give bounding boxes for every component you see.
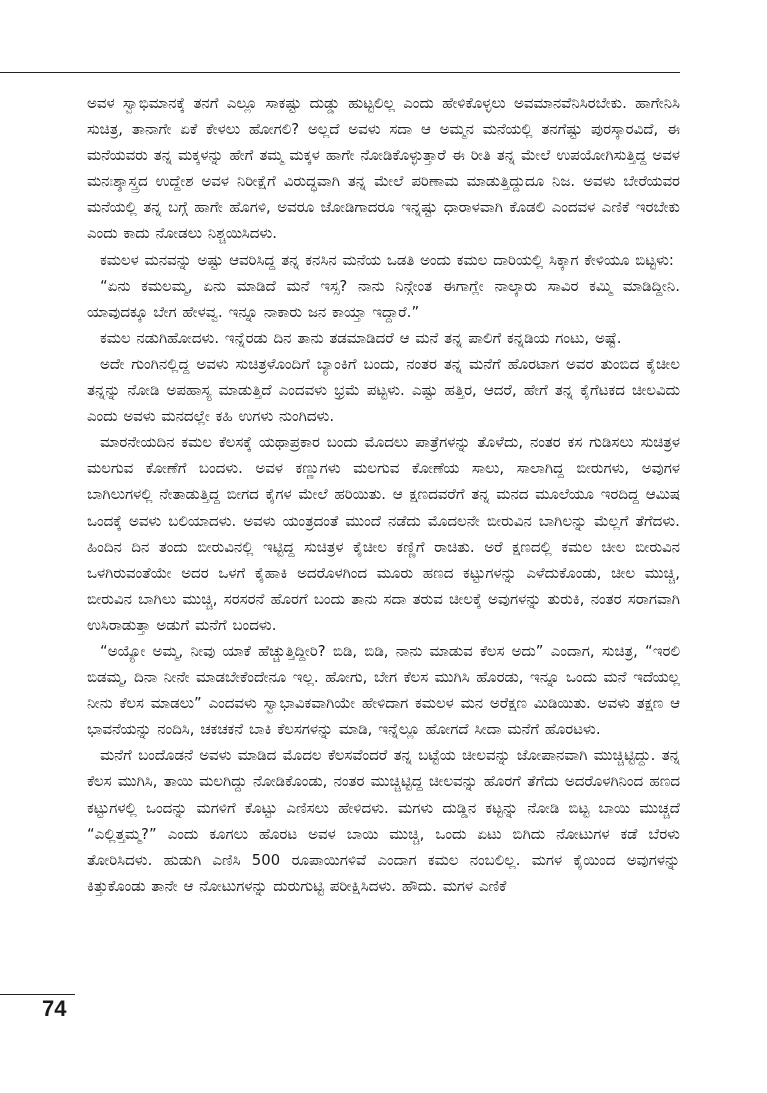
- paragraph-2: ಕಮಲಳ ಮನವನ್ನು ಅಷ್ಟು ಆವರಿಸಿದ್ದ ತನ್ನ ಕನಸಿನ ಮನೆಯ ಒಡತಿ ಅಂದು ಕಮಲ ದಾರಿಯಲ್ಲಿ ಸಿಕ್ಕಾಗ ಕೇಳಿಯೂ ಬಿಟ್ಟಳು:: [100, 251, 674, 269]
- paragraph-4: ಕಮಲ ನಡುಗಿಹೋದಳು. ಇನ್ನೆರಡು ದಿನ ತಾನು ತಡಮಾಡಿದರೆ ಆ ಮನೆ ತನ್ನ ಪಾಲಿಗೆ ಕನ್ನಡಿಯ ಗಂಟು, ಅಷ್ಟೆ.: [100, 329, 622, 347]
- paragraph-3: “ಏನು ಕಮಲಮ್ಮ, ಏನು ಮಾಡಿದೆ ಮನೆ ಇಸ್ಸ? ನಾನು ನಿನ್ಗೇಂತ ಈಗಾಗ್ಲೇ ನಾಲ್ಕಾರು ಸಾವಿರ ಕಮ್ಮಿ ಮಾಡಿದ್ದೀನಿ. ಯಾವುದಕ್ಕೂ ಬೇಗ ಹೇಳವ್ವ. ಇನ್ನೂ ನಾಕಾರು ಜನ ಕಾಯ್ತಾ ಇದ್ದಾರೆ.”: [87, 277, 680, 321]
- paragraph-7: “ಅಯ್ಯೋ ಅಮ್ಮ, ನೀವು ಯಾಕೆ ಹೆಚ್ಚುತ್ತಿದ್ದೀರಿ? ಬಿಡಿ, ಬಿಡಿ, ನಾನು ಮಾಡುವ ಕೆಲಸ ಅದು” ಎಂದಾಗ, ಸುಚಿತ್ರ, “ಇರಲಿ ಬಿಡಮ್ಮ, ದಿನಾ ನೀನೇ ಮಾಡಬೇಕೆಂದೇನೂ ಇಲ್ಲ. ಹೋಗು, ಬೇಗ ಕೆಲಸ ಮುಗಿಸಿ ಹೊರಡು, ಇನ್ನೂ ಒಂದು ಮನೆ ಇದೆಯಲ್ಲ ನೀನು ಕೆಲಸ ಮಾಡಲು” ಎಂದವಳು ಸ್ವಾಭಾವಿಕವಾಗಿಯೇ ಹೇಳಿದಾಗ ಕಮಲಳ ಮನ ಅರೆಕ್ಷಣ ಮಿಡಿಯಿತು. ಅವಳು ತಕ್ಷಣ ಆ ಭಾವನೆಯನ್ನು ನಂದಿಸಿ, ಚಕಚಕನೆ ಬಾಕಿ ಕೆಲಸಗಳನ್ನು ಮಾಡಿ, ಇನ್ನೆಲ್ಲೂ ಹೋಗದೆ ಸೀದಾ ಮನೆಗೆ ಹೊರಟಳು.: [87, 642, 680, 739]
- paragraph-5: ಅದೇ ಗುಂಗಿನಲ್ಲಿದ್ದ ಅವಳು ಸುಚಿತ್ರಳೊಂದಿಗೆ ಬ್ಯಾಂಕಿಗೆ ಬಂದು, ನಂತರ ತನ್ನ ಮನೆಗೆ ಹೊರಟಾಗ ಅವರ ತುಂಬಿದ ಕೈಚೀಲ ತನ್ನನ್ನು ನೋಡಿ ಅಪಹಾಸ್ಯ ಮಾಡುತ್ತಿದೆ ಎಂದವಳು ಭ್ರಮೆ ಪಟ್ಟಳು. ಎಷ್ಟು ಹತ್ತಿರ, ಆದರೆ, ಹೇಗೆ ತನ್ನ ಕೈಗೆಟಕದ ಚೀಲವಿದು ಎಂದು ಅವಳು ಮನದಲ್ಲೇ ಕಹಿ ಉಗಳು ನುಂಗಿದಳು.: [87, 355, 680, 426]
- bottom-rule: [0, 994, 75, 995]
- top-rule: [0, 72, 680, 73]
- paragraph-1: ಅವಳ ಸ್ವಾಭಿಮಾನಕ್ಕೆ ತನಗೆ ಎಲ್ಲೂ ಸಾಕಷ್ಟು ದುಡ್ಡು ಹುಟ್ಟಲಿಲ್ಲ ಎಂದು ಹೇಳಿಕೊಳ್ಳಲು ಅವಮಾನವೆನಿಸಿರಬೇಕು. ಹಾಗೇನಿಸಿ ಸುಚಿತ್ರ, ತಾನಾಗೇ ಏಕೆ ಕೇಳಲು ಹೋಗಲಿ? ಅಲ್ಲದೆ ಅವಳು ಸದಾ ಆ ಅಮ್ಮನ ಮನೆಯಲ್ಲಿ ತನಗೆಷ್ಟು ಪುರಸ್ಕಾರವಿದೆ, ಈ ಮನೆಯವರು ತನ್ನ ಮಕ್ಕಳನ್ನು ಹೇಗೆ ತಮ್ಮ ಮಕ್ಕಳ ಹಾಗೇ ನೋಡಿಕೊಳ್ಳುತ್ತಾರೆ ಈ ರೀತಿ ತನ್ನ ಮೇಲೆ ಉಪಯೋಗಿಸುತ್ತಿದ್ದ ಅವಳ ಮನಃಶ್ಶಾಸ್ತ್ರದ ಉದ್ದೇಶ ಅವಳ ನಿರೀಕ್ಷೆಗೆ ವಿರುದ್ಧವಾಗಿ ತನ್ನ ಮೇಲೆ ಪರಿಣಾಮ ಮಾಡುತ್ತಿದ್ದುದೂ ನಿಜ. ಅವಳು ಬೇರೆಯವರ ಮನೆಯಲ್ಲಿ ತನ್ನ ಬಗ್ಗೆ ಹಾಗೇ ಹೊಗಳಿ, ಅವರೂ ಜೋಡಿಗಾದರೂ ಇನ್ನಷ್ಟು ಧಾರಾಳವಾಗಿ ಕೊಡಲಿ ಎಂದವಳ ಎಣಿಕೆ ಇರಬೇಕು ಎಂದು ಕಾದು ನೋಡಲು ನಿಶ್ಚಯಿಸಿದಳು.: [87, 95, 680, 243]
- body-text: [87, 91, 680, 900]
- page-number: 74: [42, 996, 67, 1021]
- paragraph-8: ಮನೆಗೆ ಬಂದೊಡನೆ ಅವಳು ಮಾಡಿದ ಮೊದಲ ಕೆಲಸವೆಂದರೆ ತನ್ನ ಬಟ್ಟೆಯ ಚೀಲವನ್ನು ಜೋಪಾನವಾಗಿ ಮುಚ್ಚಿಟ್ಟಿದ್ದು. ತನ್ನ ಕೆಲಸ ಮುಗಿಸಿ, ತಾಯಿ ಮಲಗಿದ್ದು ನೋಡಿಕೊಂಡು, ನಂತರ ಮುಚ್ಚಿಟ್ಟಿದ್ದ ಚೀಲವನ್ನು ಹೊರಗೆ ತೆಗೆದು ಅದರೊಳಗಿನಿಂದ ಹಣದ ಕಟ್ಟುಗಳಲ್ಲಿ ಒಂದನ್ನು ಮಗಳಿಗೆ ಕೊಟ್ಟು ಎಣಿಸಲು ಹೇಳಿದಳು. ಮಗಳು ದುಡ್ಡಿನ ಕಟ್ಟನ್ನು ನೋಡಿ ಬಿಟ್ಟ ಬಾಯಿ ಮುಚ್ಚದೆ “ಎಲ್ಲಿತ್ತಮ್ಮ?” ಎಂದು ಕೂಗಲು ಹೊರಟ ಅವಳ ಬಾಯಿ ಮುಚ್ಚಿ, ಒಂದು ಏಟು ಬಿಗಿದು ನೋಟುಗಳ ಕಡೆ ಬೆರಳು ತೋರಿಸಿದಳು. ಹುಡುಗಿ ಎಣಿಸಿ 500 ರೂಪಾಯಿಗಳಿವೆ ಎಂದಾಗ ಕಮಲ ನಂಬಲಿಲ್ಲ. ಮಗಳ ಕೈಯಿಂದ ಅವುಗಳನ್ನು ಕಿತ್ತುಕೊಂಡು ತಾನೇ ಆ ನೋಟುಗಳನ್ನು ದುರುಗುಟ್ಟಿ ಪರೀಕ್ಷಿಸಿದಳು. ಹೌದು. ಮಗಳ ಎಣಿಕೆ: [87, 747, 680, 895]
- paragraph-6: ಮಾರನೇಯದಿನ ಕಮಲ ಕೆಲಸಕ್ಕೆ ಯಥಾಪ್ರಕಾರ ಬಂದು ಮೊದಲು ಪಾತ್ರೆಗಳನ್ನು ತೊಳೆದು, ನಂತರ ಕಸ ಗುಡಿಸಲು ಸುಚಿತ್ರಳ ಮಲಗುವ ಕೋಣೆಗೆ ಬಂದಳು. ಅವಳ ಕಣ್ಣುಗಳು ಮಲಗುವ ಕೋಣೆಯ ಸಾಲು, ಸಾಲಾಗಿದ್ದ ಬೀರುಗಳು, ಅವುಗಳ ಬಾಗಿಲುಗಳಲ್ಲಿ ನೇತಾಡುತ್ತಿದ್ದ ಬೀಗದ ಕೈಗಳ ಮೇಲೆ ಹರಿಯಿತು. ಆ ಕ್ಷಣದವರೆಗೆ ತನ್ನ ಮನದ ಮೂಲೆಯೂ ಇರದಿದ್ದ ಆಮಿಷ ಒಂದಕ್ಕೆ ಅವಳು ಬಲಿಯಾದಳು. ಅವಳು ಯಂತ್ರದಂತೆ ಮುಂದೆ ನಡೆದು ಮೊದಲನೇ ಬೀರುವಿನ ಬಾಗಿಲನ್ನು ಮೆಲ್ಲಗೆ ತೆಗೆದಳು. ಹಿಂದಿನ ದಿನ ತಂದು ಬೀರುವಿನಲ್ಲಿ ಇಟ್ಟಿದ್ದ ಸುಚಿತ್ರಳ ಕೈಚೀಲ ಕಣ್ಣಿಗೆ ರಾಚಿತು. ಅರೆ ಕ್ಷಣದಲ್ಲಿ ಕಮಲ ಚೀಲ ಬೀರುವಿನ ಒಳಗಿರುವಂತೆಯೇ ಅದರ ಒಳಗೆ ಕೈಹಾಕಿ ಅದರೊಳಗಿಂದ ಮೂರು ಹಣದ ಕಟ್ಟುಗಳನ್ನು ಎಳೆದುಕೊಂಡು, ಚೀಲ ಮುಚ್ಚಿ, ಬೀರುವಿನ ಬಾಗಿಲು ಮುಚ್ಚಿ, ಸರಸರನೆ ಹೊರಗೆ ಬಂದು ತಾನು ಸದಾ ತರುವ ಚೀಲಕ್ಕೆ ಅವುಗಳನ್ನು ತುರುಕಿ, ನಂತರ ಸರಾಗವಾಗಿ ಉಸಿರಾಡುತ್ತಾ ಅಡುಗೆ ಮನೆಗೆ ಬಂದಳು.: [87, 434, 680, 634]
